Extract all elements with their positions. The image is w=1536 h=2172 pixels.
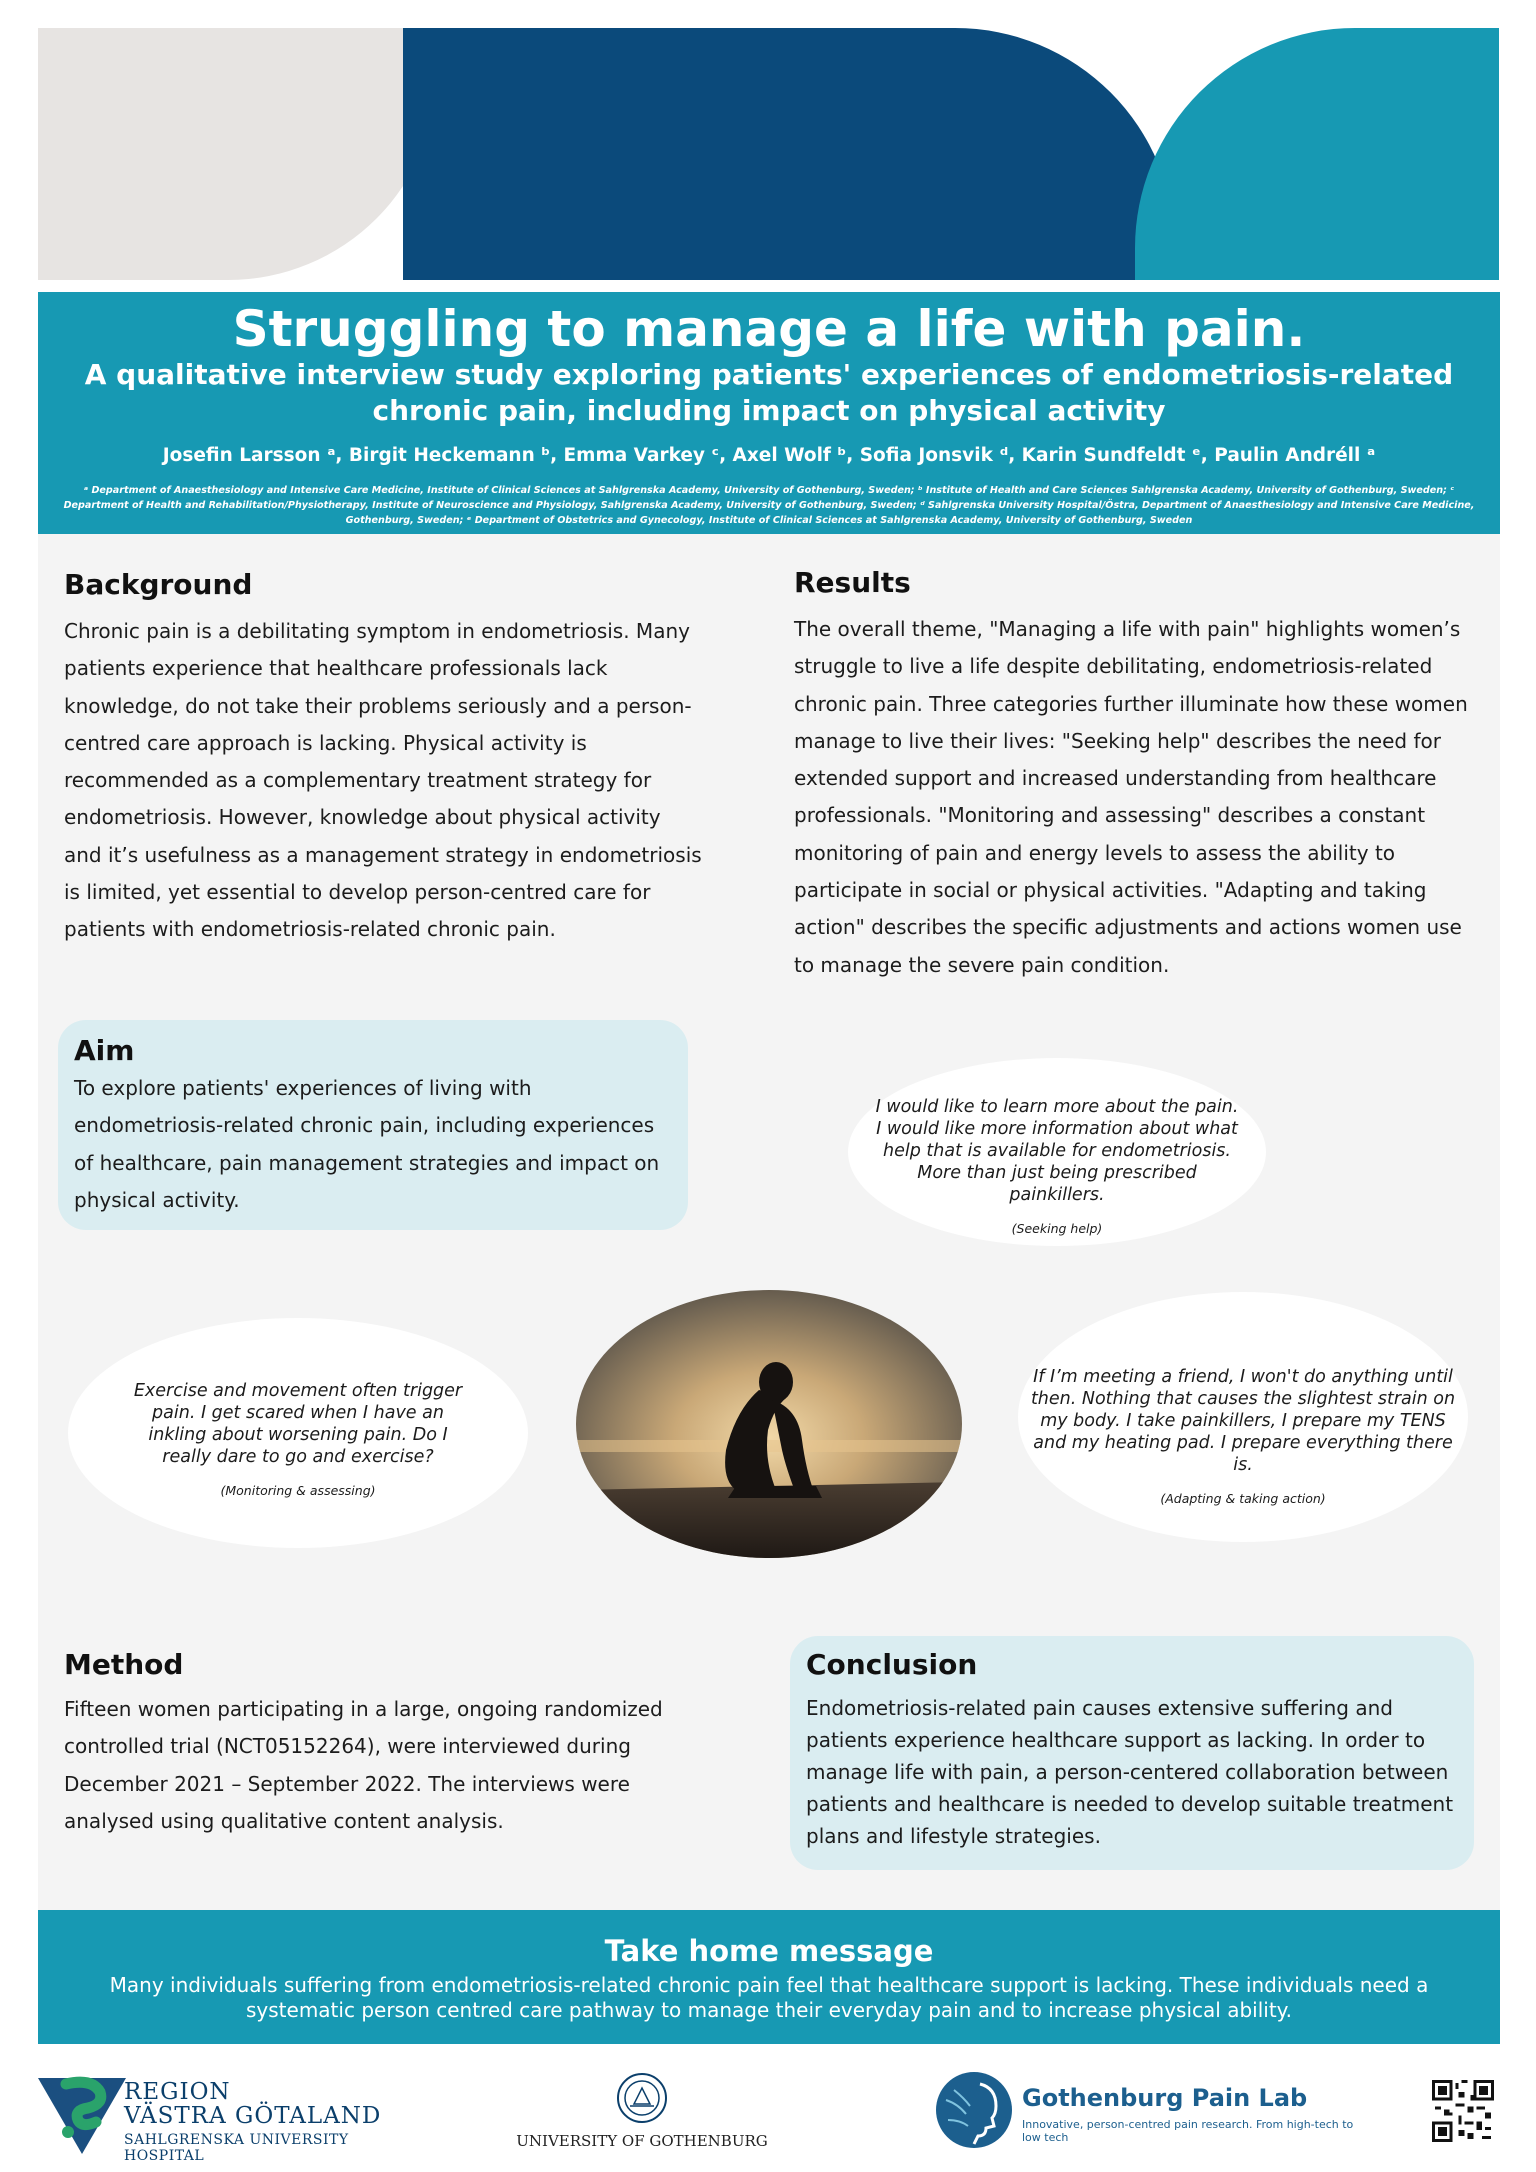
aim-box (58, 1020, 688, 1230)
pain-lab-head-icon (934, 2070, 1014, 2150)
poster-subtitle: A qualitative interview study exploring patients' experiences of endometriosis-related chronic pain, including impact on physical activity (84, 358, 1454, 427)
quote-seeking-text: I would like to learn more about the pain. I would like more information about what help that is available for endometriosis. More than just being prescribed painkillers. (875, 1097, 1239, 1205)
region-emblem-icon (38, 2074, 126, 2154)
header-shape-teal (1135, 28, 1499, 280)
woman-sitting-silhouette-image (576, 1290, 962, 1558)
method-heading: Method (64, 1648, 184, 1681)
method-text: Fifteen women participating in a large, ongoing randomized controlled trial (NCT05152264), were interviewed during December 2021 – September 2022. The interviews were analysed using qualitative content analysis. (64, 1697, 663, 1833)
qr-code-icon (1432, 2080, 1494, 2142)
aim-heading: Aim (74, 1034, 135, 1067)
title-band (38, 292, 1500, 534)
background-text: Chronic pain is a debilitating symptom in endometriosis. Many patients experience that healthcare professionals lack knowledge, do not take their problems seriously and a person-centred care approach is lacking. Physical activity is recommended as a complementary treatment strategy for endometriosis. However, knowledge about physical activity and it’s usefulness as a management strategy in endometriosis is limited, yet essential to develop person-centred care for patients with endometriosis-related chronic pain. (64, 619, 702, 942)
quote-monitoring-text: Exercise and movement often trigger pain. I get scared when I have an inkling about worsening pain. Do I really dare to go and exercise? (133, 1381, 463, 1467)
method-section (64, 1648, 704, 1840)
take-home-band (38, 1910, 1500, 2044)
results-text: The overall theme, "Managing a life with pain" highlights women’s struggle to live a life despite debilitating, endometriosis-related chronic pain. Three categories further illuminate how these women manage to live their lives: "Seeking help" describes the need for extended support and increased understanding from healthcare professionals. "Monitoring and assessing" describes a constant monitoring of pain and energy levels to assess the ability to participate in social or physical activities. "Adapting and taking action" describes the specific adjustments and actions women use to manage the severe pain condition. (794, 617, 1468, 977)
affiliations: ᵃ Department of Anaesthesiology and Intensive Care Medicine, Institute of Clinical Sciences at Sahlgrenska Academy, University of Gothenburg, Sweden; ᵇ Institute of Health and Care Sciences Sahlgrenska Academy, University of Gothenburg, Sweden; ᶜ Department of Health and Rehabilitation/Physiotherapy, Institute of Neuroscience and Physiology, Sahlgrenska Academy, University of Gothenburg, Sweden; ᵈ Sahlgrenska University Hospital/Östra, Department of Anaesthesiology and Intensive Care Medicine, Gothenburg, Sweden; ᵉ Department of Obstetrics and Gynecology, Institute of Clinical Sciences at Sahlgrenska Academy, University of Gothenburg, Sweden (63, 485, 1475, 526)
background-heading: Background (64, 568, 253, 601)
pain-lab-name: Gothenburg Pain Lab (1022, 2084, 1308, 2112)
take-home-heading: Take home message (604, 1934, 934, 1968)
region-vastra-gotaland-logo (38, 2072, 418, 2164)
region-line1: REGION (124, 2079, 231, 2105)
pain-lab-tagline: Innovative, person-centred pain research. From high-tech to low tech (1022, 2118, 1354, 2144)
results-heading: Results (794, 566, 911, 599)
conclusion-text: Endometriosis-related pain causes extensive suffering and patients experience healthcare support as lacking. In order to manage life with pain, a person-centered collaboration between patients and healthcare is needed to develop suitable treatment plans and lifestyle strategies. (806, 1696, 1454, 1848)
background-section (64, 568, 704, 949)
quote-monitoring-source: (Monitoring & assessing) (220, 1483, 376, 1498)
university-name: UNIVERSITY OF GOTHENBURG (516, 2132, 768, 2150)
quote-monitoring-assessing (68, 1318, 528, 1548)
take-home-text: Many individuals suffering from endometriosis-related chronic pain feel that healthcare support is lacking. These individuals need a systematic person centred care pathway to manage their everyday pain and to increase physical ability. (109, 1973, 1429, 2022)
header-shape-navy (403, 28, 1175, 280)
university-logo (512, 2072, 772, 2162)
poster-title: Struggling to manage a life with pain. (232, 300, 1306, 358)
conclusion-box (790, 1636, 1474, 1870)
qr-code[interactable] (1432, 2080, 1494, 2142)
sunset-photo (576, 1290, 962, 1558)
author-list: Josefin Larsson ᵃ, Birgit Heckemann ᵇ, Emma Varkey ᶜ, Axel Wolf ᵇ, Sofia Jonsvik ᵈ, Karin Sundfeldt ᵉ, Paulin Andréll ᵃ (162, 445, 1376, 466)
quote-seeking-source: (Seeking help) (1011, 1221, 1103, 1236)
quote-adapting-source: (Adapting & taking action) (1160, 1491, 1326, 1506)
quote-seeking-help (848, 1058, 1266, 1246)
conclusion-heading: Conclusion (806, 1648, 978, 1681)
header-shape-grey (38, 28, 438, 280)
quote-adapting-action (1018, 1292, 1468, 1542)
aim-text: To explore patients' experiences of living with endometriosis-related chronic pain, including experiences of healthcare, pain management strategies and impact on physical activity. (74, 1076, 660, 1212)
region-line3: SAHLGRENSKA UNIVERSITY HOSPITAL (124, 2132, 349, 2164)
region-line2: VÄSTRA GÖTALAND (124, 2103, 382, 2129)
gothenburg-pain-lab-logo (934, 2070, 1354, 2156)
university-seal-icon (616, 2072, 668, 2124)
results-section (794, 566, 1484, 984)
quote-adapting-text: If I’m meeting a friend, I won't do anything until then. Nothing that causes the slightest strain on my body. I take painkillers, I prepare my TENS and my heating pad. I prepare everything there is. (1030, 1367, 1456, 1475)
